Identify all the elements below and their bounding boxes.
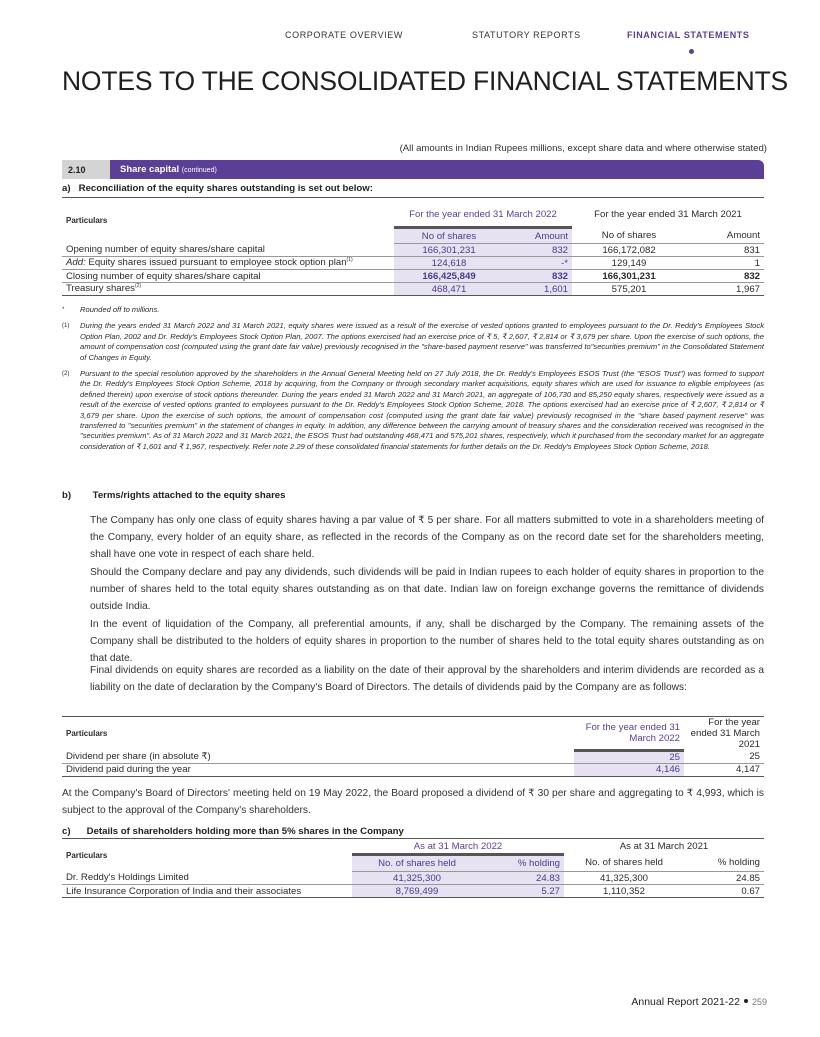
section-title-text: Share capital — [120, 164, 180, 175]
part-c-heading — [62, 826, 404, 837]
row-label: Dividend per share (in absolute ₹) — [62, 750, 574, 763]
cell-value: 166,172,082 — [572, 244, 686, 257]
part-a-heading — [62, 183, 373, 194]
row-label: Add: Equity shares issued pursuant to employee stock option plan$^{(1)}$ — [62, 257, 394, 270]
cell-value: 4,146 — [574, 763, 684, 776]
footnote-text: During the years ended 31 March 2022 and 31 March 2021, equity shares were issued as a result of the exercise of vested options granted to employees pursuant to the Dr. Reddy's Employees Stock Option Plan, 2002 and Dr. Reddy's Employees Stock Option Plan, 2007. The options exercised had an exercise price of ₹ 5, ₹ 2,607, ₹ 2,814 or ₹ 3,679 per share. Upon the exercise of such options, the amount of compensation cost (computed using the grant date fair value) previously recognised in the "share-based payment reserve" was transferred to"securities premium" in the Consolidated Statement of Changes in Equity. — [80, 321, 764, 362]
footnotes — [62, 305, 764, 458]
section-header — [62, 160, 764, 179]
part-a-heading-text: Reconciliation of the equity shares outstanding is set out below: — [78, 183, 373, 194]
col-header-holding-2022: % holding — [482, 855, 564, 872]
row-label: Dividend paid during the year — [66, 764, 191, 775]
dividend-table — [62, 716, 764, 777]
table-row — [62, 270, 764, 283]
cell-value: 1,967 — [735, 283, 760, 295]
report-name: Annual Report 2021-22 — [631, 996, 740, 1008]
particulars-header: Particulars — [66, 729, 108, 738]
period-header-2022: For the year ended 31 March 2022 — [394, 198, 572, 228]
cell-value: 129,149 — [572, 257, 686, 270]
top-navigation — [0, 30, 820, 60]
cell-value: 831 — [686, 244, 764, 257]
cell-value: 24.85 — [684, 872, 764, 885]
period-header-2021: For the year ended 31 March 2021 — [594, 209, 742, 221]
col-header-amount-2022: Amount — [504, 228, 572, 244]
cell-value: 832 — [504, 270, 572, 283]
row-label: Opening number of equity shares/share capital — [62, 244, 394, 257]
col-header-holding-2021: % holding — [684, 855, 764, 872]
table-row — [62, 872, 764, 885]
cell-value: 24.83 — [482, 872, 564, 885]
paragraph: In the event of liquidation of the Company, all preferential amounts, if any, shall be discharged by the Company. The remaining assets of the Company shall be distributed to the holders of equity shares in proportion to the number of shares held to the total equity shares outstanding as on that date. — [90, 619, 764, 664]
cell-value: 41,325,300 — [352, 872, 482, 885]
equity-reconciliation-table — [62, 197, 764, 296]
cell-value: 124,618 — [394, 257, 504, 270]
cell-value: -* — [504, 257, 572, 270]
cell-value: 468,471 — [394, 283, 504, 296]
part-c-heading-text: Details of shareholders holding more than 5% shares in the Company — [86, 826, 404, 837]
col-header-shares-2022: No of shares — [394, 228, 504, 244]
table-row — [62, 244, 764, 257]
particulars-header: Particulars — [66, 850, 108, 860]
footnote-marker: (1) — [62, 323, 70, 330]
row-label: Life Insurance Corporation of India and their associates — [66, 885, 302, 897]
col-header-shares-2021: No of shares — [572, 228, 686, 244]
units-note: (All amounts in Indian Rupees millions, except share data and where otherwise stated) — [399, 143, 767, 154]
page-footer — [631, 996, 767, 1008]
cell-value: 166,301,231 — [394, 244, 504, 257]
active-section-indicator — [689, 49, 694, 54]
part-b-heading-text: Terms/rights attached to the equity shares — [92, 490, 286, 501]
paragraph: Final dividends on equity shares are recorded as a liability on the date of their approval by the shareholders and interim dividends are recorded as a liability on the date of declaration by the Company's Board of Directors. The details of dividends paid by the Company are as follows: — [90, 665, 764, 693]
period-header-2022: As at 31 March 2022 — [352, 839, 564, 855]
nav-corporate-overview[interactable]: CORPORATE OVERVIEW — [285, 30, 403, 40]
cell-value: 0.67 — [741, 885, 760, 897]
part-a-label: a) — [62, 183, 71, 194]
table-row — [62, 763, 764, 776]
table-row — [62, 257, 764, 270]
cell-value: 1,601 — [504, 283, 572, 296]
nav-financial-statements[interactable]: FINANCIAL STATEMENTS — [627, 30, 750, 40]
col-header-2021: For the year ended 31 March 2021 — [690, 717, 760, 750]
row-label: Dr. Reddy's Holdings Limited — [62, 872, 352, 885]
footnote — [62, 305, 764, 315]
col-header-shares-2022: No. of shares held — [352, 855, 482, 872]
table-row — [62, 750, 764, 763]
cell-value: 1,110,352 — [603, 885, 645, 897]
section-number: 2.10 — [62, 160, 110, 179]
cell-value: 25 — [684, 750, 764, 763]
cell-value: 832 — [686, 270, 764, 283]
col-header-shares-2021: No. of shares held — [564, 855, 684, 872]
part-b-label: b) — [62, 490, 72, 501]
proposed-dividend-paragraph: At the Company's Board of Directors' meeting held on 19 May 2022, the Board proposed a dividend of ₹ 30 per share and aggregating to ₹ 4,993, which is subject to the approval of the Company's shareholders. — [62, 788, 764, 816]
footnote-marker: (2) — [62, 371, 70, 378]
table-row — [62, 283, 764, 296]
cell-value: 166,425,849 — [394, 270, 504, 283]
paragraph: The Company has only one class of equity shares having a par value of ₹ 5 per share. For all matters submitted to vote in a shareholders meeting of the Company, every holder of an equity share, as reflected in the records of the Company as on the record date set for the shareholders meeting, shall have one vote in respect of each share held. — [90, 515, 764, 560]
particulars-header: Particulars — [66, 216, 108, 226]
footnote — [62, 321, 764, 363]
section-title — [110, 160, 764, 179]
cell-value: 4,147 — [735, 764, 760, 775]
nav-statutory-reports[interactable]: STATUTORY REPORTS — [472, 30, 581, 40]
footnote-marker: * — [62, 307, 65, 313]
footnote-text: Pursuant to the special resolution approved by the shareholders in the Annual General Meeting held on 27 July 2018, the Dr. Reddy's Employees ESOS Trust (the "ESOS Trust") was formed to support the Dr. Reddy's Employees Stock Option Scheme, 2018 by acquiring, from the Company or through secondary market acquisitions, equity shares which are used for issuance to eligible employees (as defined therein) upon exercise of stock options thereunder. During the years ended 31 March 2022 and 31 March 2021, an aggregate of 106,730 and 85,250 equity shares, respectively were issued as a result of the exercise of vested options granted to employees pursuant to the Dr. Reddy's Employees Stock Option Scheme, 2018. The options exercised had an exercise price of ₹ 2,607, ₹ 2,814 or ₹ 3,679 per share. Upon the exercise of such options, the amount of compensation cost (computed using the grant date fair value) previously recognised in the "share based payment reserve" was transferred to "securities premium" in the statement of changes in equity. In addition, any difference between the carrying amount of treasury shares and the consideration received was recognised in the "securities premium". As of 31 March 2022 and 31 March 2021, the ESOS Trust had outstanding 468,471 and 575,201 shares, respectively, which it purchased from the secondary market for an aggregate consideration of ₹ 1,601 and ₹ 1,967, respectively. Refer note 2.29 of these consolidated financial statements for further details on the Dr. Reddy's Employees Stock Option Scheme, 2018. — [80, 369, 764, 451]
cell-value: 25 — [574, 750, 684, 763]
major-shareholders-table — [62, 838, 764, 898]
period-header-2021: As at 31 March 2021 — [619, 841, 709, 853]
cell-value: 5.27 — [482, 885, 564, 898]
part-c-label: c) — [62, 826, 71, 837]
part-b-heading — [62, 490, 285, 501]
footnote — [62, 369, 764, 452]
cell-value: 41,325,300 — [564, 872, 684, 885]
cell-value: 166,301,231 — [572, 270, 686, 283]
page-title: NOTES TO THE CONSOLIDATED FINANCIAL STATEMENTS — [62, 66, 789, 96]
cell-value: 1 — [686, 257, 764, 270]
row-label: Treasury shares$^{(2)}$ — [66, 283, 142, 295]
section-subtitle: (continued) — [181, 167, 217, 174]
row-label: Closing number of equity shares/share capital — [62, 270, 394, 283]
cell-value: 575,201 — [611, 283, 647, 295]
page-number: 259 — [751, 997, 767, 1007]
col-header-amount-2021: Amount — [686, 228, 764, 244]
separator-dot — [744, 999, 748, 1003]
cell-value: 8,769,499 — [352, 885, 482, 898]
paragraph: Should the Company declare and pay any dividends, such dividends will be paid in Indian rupees to each holder of equity shares in proportion to the number of shares held to the total equity shares outstanding as on that date. Indian law on foreign exchange governs the remittance of dividends outside India. — [90, 567, 764, 612]
cell-value: 832 — [504, 244, 572, 257]
col-header-2022: For the year ended 31 March 2022 — [574, 717, 684, 751]
table-row — [62, 885, 764, 898]
footnote-text: Rounded off to millions. — [80, 305, 160, 314]
